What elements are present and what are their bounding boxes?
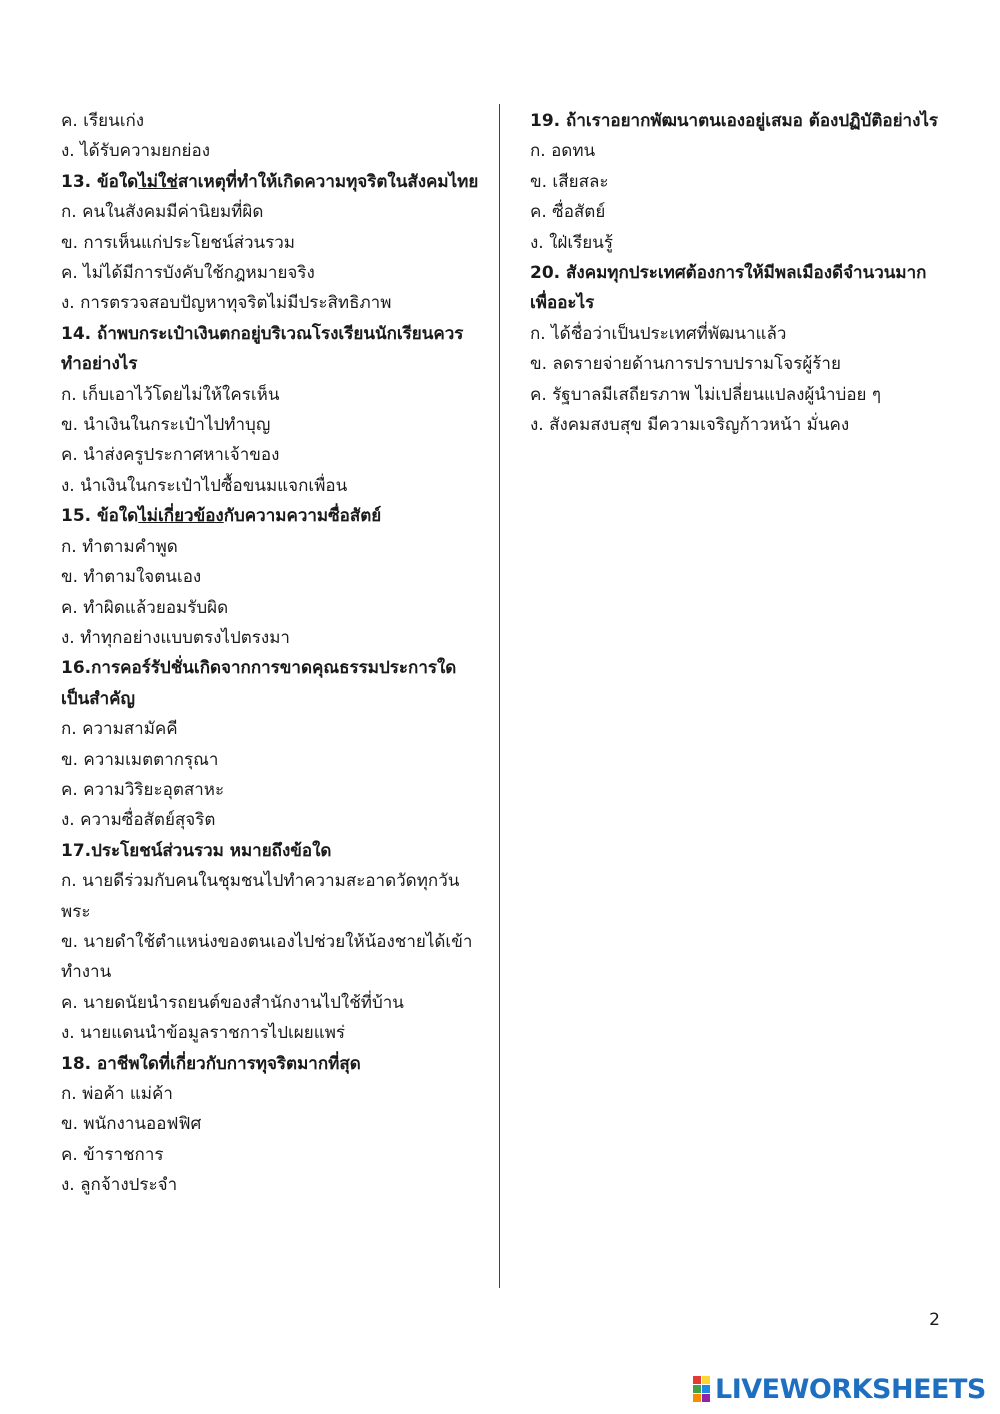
liveworksheets-logo — [693, 1374, 986, 1404]
answer-line — [61, 197, 486, 227]
text-segment: กับความความซื่อสัตย์ — [223, 506, 382, 527]
logo-square — [693, 1385, 701, 1393]
question-line — [61, 501, 486, 531]
answer-line — [61, 410, 486, 440]
text-segment: ง. ใฝ่เรียนรู้ — [530, 232, 614, 253]
text-segment: ข. พนักงานออฟฟิศ — [61, 1114, 202, 1135]
text-segment: ค. ซื่อสัตย์ — [530, 202, 606, 223]
answer-line — [61, 1018, 486, 1048]
answer-line — [61, 288, 486, 318]
text-segment: ก. พ่อค้า แม่ค้า — [61, 1084, 173, 1104]
text-segment: ก. ความสามัคคี — [61, 719, 178, 740]
left-column — [61, 106, 486, 1201]
answer-line — [61, 957, 486, 987]
answer-line — [61, 1079, 486, 1109]
text-segment: ข. ลดรายจ่ายด้านการปราบปรามโจรผู้ร้าย — [530, 354, 841, 375]
question-line — [61, 653, 486, 683]
answer-line — [61, 258, 486, 288]
question-line — [61, 836, 486, 866]
answer-line — [61, 988, 486, 1018]
logo-square — [702, 1376, 710, 1384]
answer-line — [61, 866, 486, 896]
text-segment: ค. ทำผิดแล้วยอมรับผิด — [61, 597, 229, 618]
text-segment: ข. ทำตามใจตนเอง — [61, 567, 202, 588]
text-segment: พระ — [61, 901, 91, 922]
text-segment: ก. เก็บเอาไว้โดยไม่ให้ใครเห็น — [61, 384, 280, 405]
text-segment: ง. ความซื่อสัตย์สุจริต — [61, 810, 216, 831]
text-segment: ข. การเห็นแก่ประโยชน์ส่วนรวม — [61, 232, 296, 253]
text-segment: ก. อดทน — [530, 141, 596, 162]
answer-line — [61, 1140, 486, 1170]
answer-line — [530, 380, 970, 410]
logo-square — [693, 1376, 701, 1384]
question-line — [530, 106, 970, 136]
text-segment: ก. นายดีร่วมกับคนในชุมชนไปทำความสะอาดวัดทุกวัน — [61, 871, 460, 892]
logo-square — [702, 1385, 710, 1393]
answer-line — [61, 593, 486, 623]
question-line — [61, 319, 486, 349]
text-segment: ทำอย่างไร — [61, 354, 138, 375]
brand-text: LIVEWORKSHEETS — [715, 1373, 986, 1405]
text-segment: 14. ถ้าพบกระเป๋าเงินตกอยู่บริเวณโรงเรียนนักเรียนควร — [61, 323, 464, 344]
logo-square — [693, 1394, 701, 1402]
answer-line — [61, 745, 486, 775]
text-segment: ค. นำส่งครูประกาศหาเจ้าของ — [61, 445, 280, 466]
answer-line — [530, 349, 970, 379]
text-segment: 17.ประโยชน์ส่วนรวม หมายถึงข้อใด — [61, 840, 332, 861]
answer-line — [61, 136, 486, 166]
text-segment: เพื่ออะไร — [530, 293, 595, 314]
answer-line — [530, 167, 970, 197]
answer-line — [61, 1109, 486, 1139]
answer-line — [61, 714, 486, 744]
emphasized-word: ไม่เกี่ยวข้อง — [138, 506, 224, 527]
answer-line — [61, 532, 486, 562]
page-number: 2 — [929, 1310, 940, 1330]
text-segment: ค. ไม่ได้มีการบังคับใช้กฎหมายจริง — [61, 263, 315, 284]
emphasized-word: ไม่ใช่ — [138, 171, 178, 192]
text-segment: ค. รัฐบาลมีเสถียรภาพ ไม่เปลี่ยนแปลงผู้นำบ่อย ๆ — [530, 384, 882, 405]
text-segment: เป็นสำคัญ — [61, 688, 136, 709]
text-segment: ทำงาน — [61, 962, 112, 983]
liveworksheets-logo-icon — [693, 1376, 710, 1402]
question-line — [61, 349, 486, 379]
answer-line — [61, 106, 486, 136]
right-column — [530, 106, 970, 440]
answer-line — [61, 623, 486, 653]
answer-line — [61, 897, 486, 927]
text-segment: สาเหตุที่ทำให้เกิดความทุจริตในสังคมไทย — [177, 171, 479, 192]
text-segment: ก. ได้ชื่อว่าเป็นประเทศที่พัฒนาแล้ว — [530, 323, 787, 344]
text-segment: ข. นำเงินในกระเป๋าไปทำบุญ — [61, 415, 271, 436]
answer-line — [530, 319, 970, 349]
answer-line — [530, 136, 970, 166]
text-segment: ง. นำเงินในกระเป๋าไปซื้อขนมแจกเพื่อน — [61, 475, 348, 496]
answer-line — [530, 228, 970, 258]
text-segment: ก. คนในสังคมมีค่านิยมที่ผิด — [61, 202, 264, 223]
text-segment: ค. ความวิริยะอุตสาหะ — [61, 779, 225, 800]
question-line — [61, 167, 486, 197]
answer-line — [61, 228, 486, 258]
question-line — [61, 684, 486, 714]
answer-line — [61, 927, 486, 957]
column-divider — [499, 104, 500, 1288]
text-segment: ข. เสียสละ — [530, 171, 609, 192]
answer-line — [61, 775, 486, 805]
answer-line — [61, 805, 486, 835]
text-segment: ข. นายดำใช้ตำแหน่งของตนเองไปช่วยให้น้องชายได้เข้า — [61, 931, 473, 952]
text-segment: 20. สังคมทุกประเทศต้องการให้มีพลเมืองดีจำนวนมาก — [530, 263, 927, 284]
text-segment: ค. นายดนัยนำรถยนต์ของสำนักงานไปใช้ที่บ้าน — [61, 992, 404, 1013]
answer-line — [530, 197, 970, 227]
text-segment: ง. ได้รับความยกย่อง — [61, 141, 211, 162]
question-line — [530, 288, 970, 318]
text-segment: ข. ความเมตตากรุณา — [61, 749, 219, 770]
text-segment: ง. นายแดนนำข้อมูลราชการไปเผยแพร่ — [61, 1023, 346, 1044]
answer-line — [61, 471, 486, 501]
answer-line — [61, 1170, 486, 1200]
answer-line — [61, 562, 486, 592]
question-line — [530, 258, 970, 288]
answer-line — [530, 410, 970, 440]
text-segment: ง. ทำทุกอย่างแบบตรงไปตรงมา — [61, 627, 290, 648]
answer-line — [61, 440, 486, 470]
logo-square — [702, 1394, 710, 1402]
text-segment: ง. การตรวจสอบปัญหาทุจริตไม่มีประสิทธิภาพ — [61, 293, 392, 314]
answer-line — [61, 380, 486, 410]
text-segment: 18. อาชีพใดที่เกี่ยวกับการทุจริตมากที่สุด — [61, 1053, 361, 1074]
text-segment: 15. ข้อใด — [61, 506, 139, 527]
text-segment: ค. เรียนเก่ง — [61, 111, 145, 131]
text-segment: ง. สังคมสงบสุข มีความเจริญก้าวหน้า มั่นคง — [530, 415, 850, 436]
text-segment: ก. ทำตามคำพูด — [61, 536, 178, 557]
question-line — [61, 1049, 486, 1079]
text-segment: ง. ลูกจ้างประจำ — [61, 1175, 178, 1196]
text-segment: 16.การคอร์รัปชั่นเกิดจากการขาดคุณธรรมประการใด — [61, 658, 457, 679]
text-segment: 13. ข้อใด — [61, 171, 139, 192]
text-segment: 19. ถ้าเราอยากพัฒนาตนเองอยู่เสมอ ต้องปฏิบัติอย่างไร — [530, 111, 939, 131]
text-segment: ค. ข้าราชการ — [61, 1144, 164, 1165]
